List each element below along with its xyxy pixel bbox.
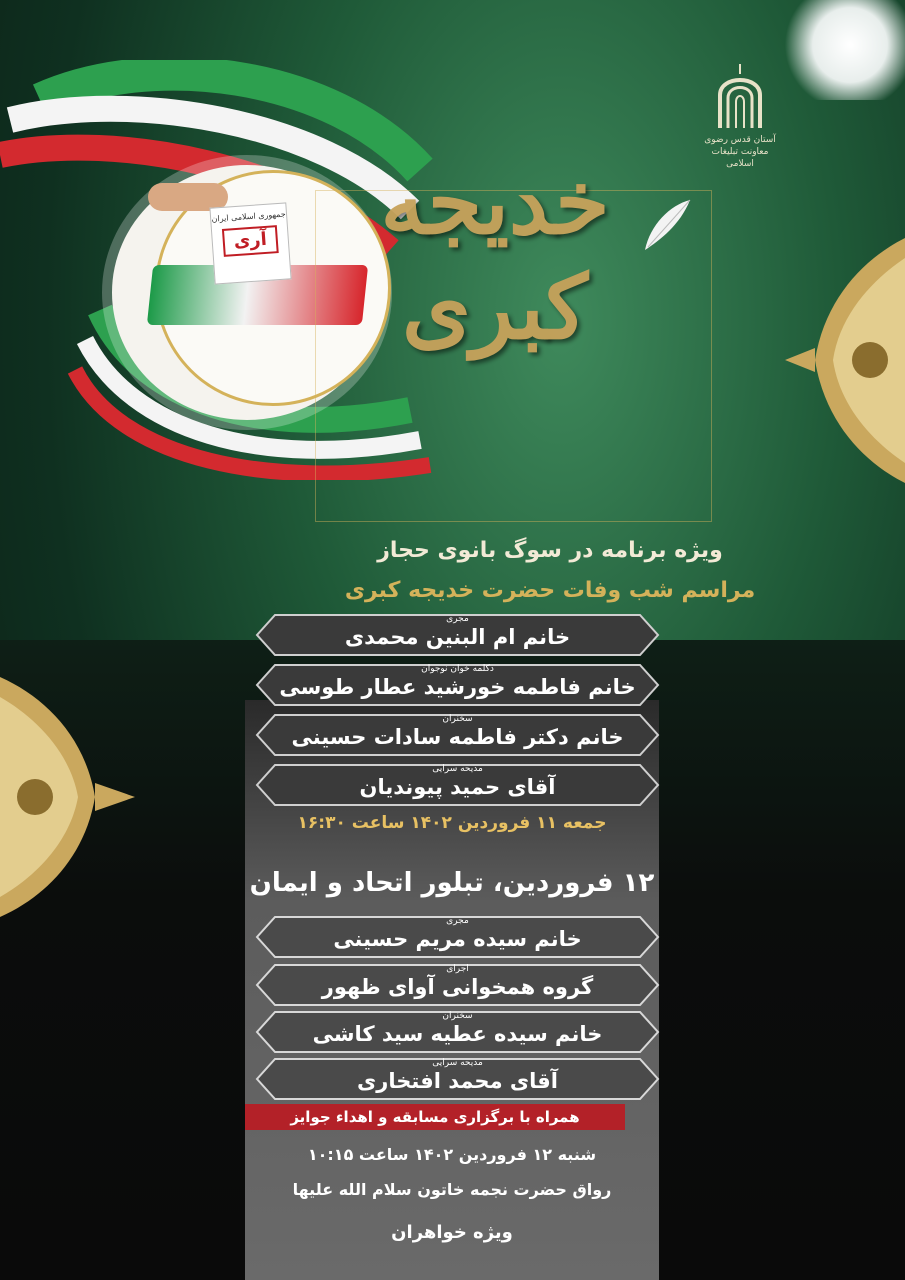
- role-label: دکلمه خوان نوجوان: [421, 664, 494, 674]
- session1-datetime: جمعه ۱۱ فروردین ۱۴۰۲ ساعت ۱۶:۳۰: [297, 813, 607, 833]
- program-title: ویژه برنامه در سوگ بانوی حجاز: [377, 538, 723, 563]
- plaque-host-2: [255, 915, 660, 959]
- plaque-host-1: [255, 613, 660, 657]
- role-label: مدیحه سرایی: [432, 1058, 483, 1068]
- session2-datetime: شنبه ۱۲ فروردین ۱۴۰۲ ساعت ۱۰:۱۵: [307, 1145, 597, 1164]
- ornament-left: [0, 677, 135, 917]
- role-label: مدیحه سرایی: [432, 764, 483, 774]
- role-label: اجرای: [446, 964, 469, 974]
- ornament-right: [785, 238, 905, 483]
- logo-caption-2: معاونت تبلیغات اسلامی: [711, 147, 769, 169]
- role-label: مجری: [446, 916, 469, 926]
- session2-venue: رواق حضرت نجمه خاتون سلام الله علیها: [292, 1180, 612, 1199]
- person-name: خانم دکتر فاطمه سادات حسینی: [291, 725, 624, 749]
- calligraphy-title: خدیجه کبری: [380, 150, 610, 359]
- plaque-reciter-1: [255, 663, 660, 707]
- role-label: سخنران: [442, 714, 473, 724]
- role-label: سخنران: [442, 1011, 473, 1021]
- person-name: آقای محمد افتخاری: [357, 1069, 558, 1093]
- person-name: خانم فاطمه خورشید عطار طوسی: [279, 675, 636, 699]
- person-name: خانم سیده مریم حسینی: [333, 927, 582, 951]
- session2-title: ۱۲ فروردین، تبلور اتحاد و ایمان: [249, 868, 655, 898]
- feather-icon: [640, 195, 695, 255]
- plaque-speaker-2: [255, 1010, 660, 1054]
- person-name: خانم سیده عطیه سید کاشی: [312, 1022, 603, 1046]
- shrine-logo-icon: [710, 60, 770, 130]
- cloud-decoration: [775, 0, 905, 100]
- audience-label: ویژه خواهران: [391, 1222, 513, 1243]
- logo: [700, 60, 780, 170]
- person-name: گروه همخوانی آوای ظهور: [321, 975, 594, 999]
- plaque-eulogist-1: [255, 763, 660, 807]
- ballot-vote: آری: [222, 225, 279, 257]
- plaque-choir-2: [255, 963, 660, 1007]
- person-name: آقای حمید پیوندیان: [359, 775, 556, 799]
- person-name: خانم ام البنین محمدی: [344, 625, 571, 649]
- ballot-header: جمهوری اسلامی ایران: [211, 209, 286, 224]
- role-label: مجری: [446, 614, 469, 624]
- program-subtitle: مراسم شب وفات حضرت خدیجه کبری: [344, 578, 756, 603]
- prize-banner: همراه با برگزاری مسابقه و اهداء جوایز: [245, 1104, 625, 1130]
- logo-caption-1: آستان قدس رضوی: [704, 135, 776, 145]
- plaque-eulogist-2: [255, 1057, 660, 1101]
- plaque-speaker-1: [255, 713, 660, 757]
